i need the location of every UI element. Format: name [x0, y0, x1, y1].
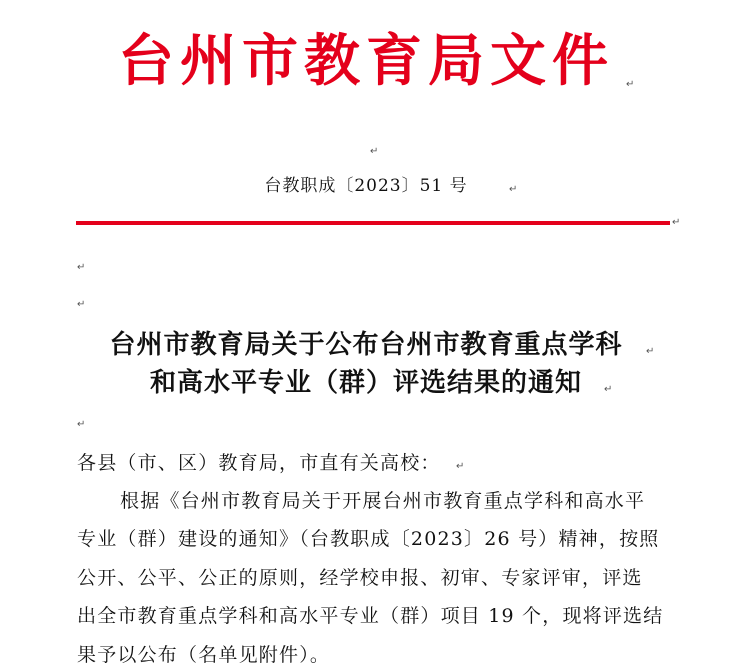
paragraph-mark: ↵	[77, 419, 86, 430]
paragraph-mark: ↵	[77, 299, 86, 310]
body-line-1: 根据《台州市教育局关于开展台州市教育重点学科和高水平	[120, 490, 646, 512]
paragraph-mark: ↵	[672, 217, 681, 228]
paragraph-mark: ↵	[646, 346, 655, 357]
salutation: 各县（市、区）教育局，市直有关高校：	[77, 452, 441, 474]
paragraph-mark: ↵	[77, 262, 86, 273]
paragraph-mark: ↵	[604, 384, 613, 395]
paragraph-mark: ↵	[370, 146, 379, 157]
paragraph-mark: ↵	[626, 79, 635, 90]
red-header-rule	[76, 221, 670, 225]
paragraph-mark: ↵	[456, 461, 465, 472]
paragraph-mark: ↵	[509, 184, 518, 195]
body-line-5: 果予以公布（名单见附件）。	[77, 644, 331, 666]
body-line-4: 出全市教育重点学科和高水平专业（群）项目 19 个，现将评选结	[77, 605, 664, 627]
body-line-3: 公开、公平、公正的原则，经学校申报、初审、专家评审，评选	[77, 567, 643, 589]
body-line-2: 专业（群）建设的通知》（台教职成〔2023〕26 号）精神，按照	[77, 528, 660, 550]
document-number: 台教职成〔2023〕51 号	[264, 176, 468, 196]
notice-title-line-1: 台州市教育局关于公布台州市教育重点学科	[109, 330, 623, 360]
document-header-title: 台州市教育局文件	[118, 28, 614, 94]
notice-title-line-2: 和高水平专业（群）评选结果的通知	[149, 368, 582, 398]
